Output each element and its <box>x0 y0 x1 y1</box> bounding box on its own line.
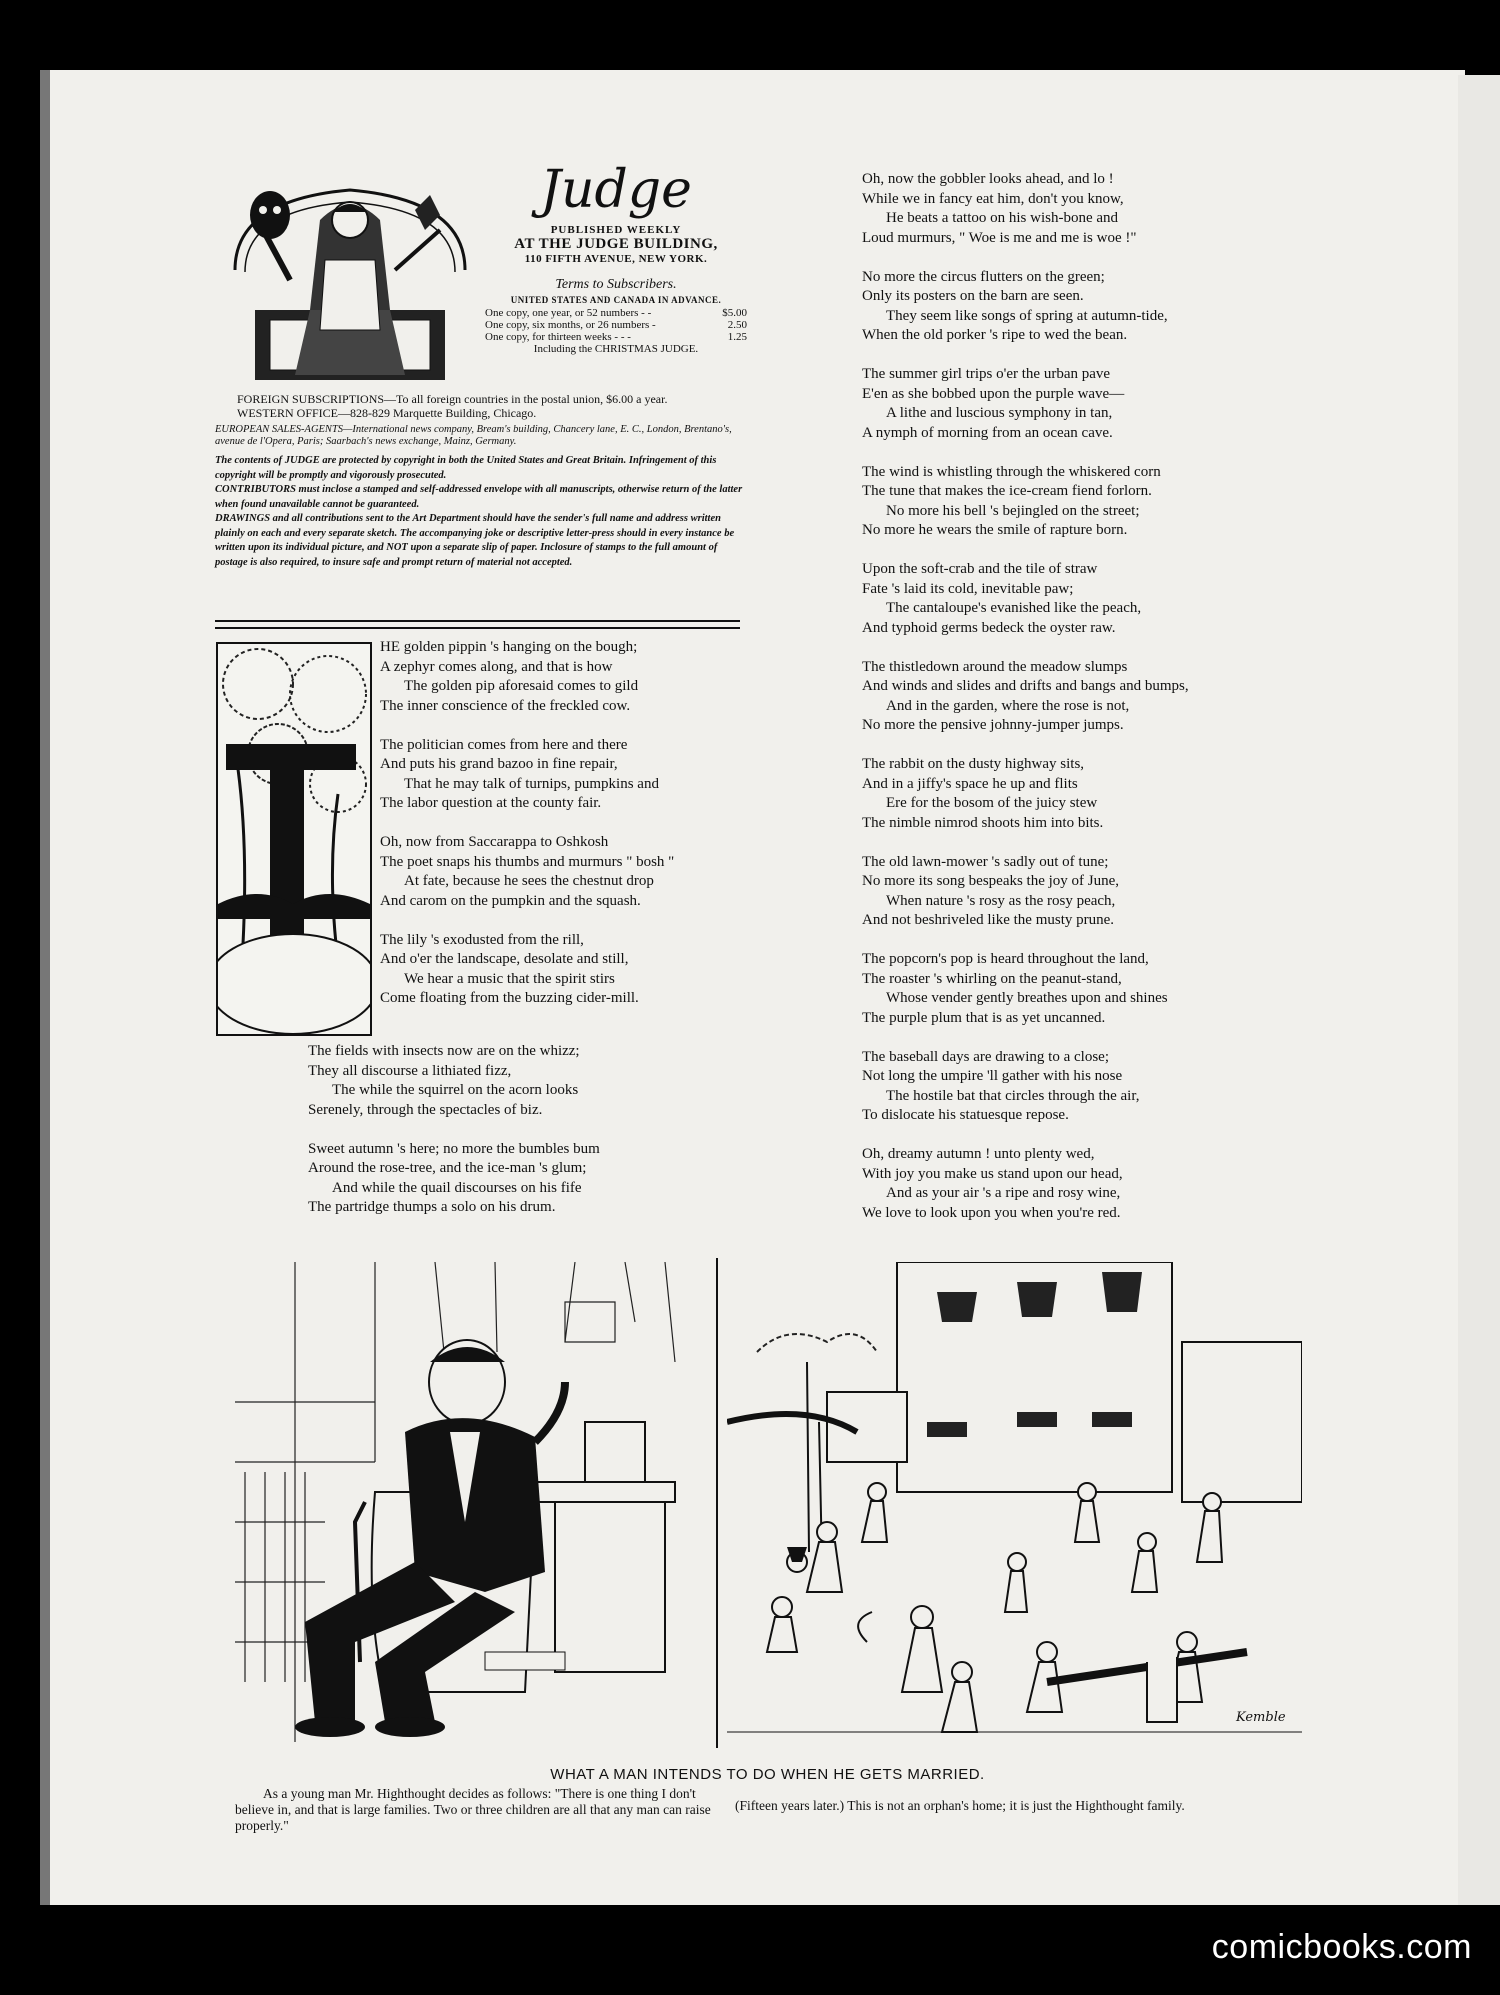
publisher-notices <box>215 392 745 570</box>
cartoon-title: WHAT A MAN INTENDS TO DO WHEN HE GETS MARRIED. <box>550 1766 985 1783</box>
building-line: AT THE JUDGE BUILDING, <box>514 236 718 252</box>
foreign-subscriptions: FOREIGN SUBSCRIPTIONS—To all foreign countries in the postal union, $6.00 a year. <box>237 392 668 406</box>
poem-stanza: The fields with insects now are on the whizz; They all discourse a lithiated fizz, The while the squirrel on the acorn looks Serenely, through the spectacles of biz. <box>308 1043 580 1118</box>
drawings-notice: DRAWINGS and all contributions sent to the Art Department should have the sender's full name and address written plainly on each and every separate sketch. The accompanying joke or descriptive letter-press should in every instance be written upon its individual picture, and NOT upon a separate slip of paper. Inclosure of stamps to the full amount of postage is also required, to insure safe and prompt return of material not accepted. <box>215 513 735 568</box>
poem-stanza: The baseball days are drawing to a close; Not long the umpire 'll gather with his nose The hostile bat that circles through the air, To dislocate his statuesque repose. <box>862 1048 1140 1123</box>
cartoon-caption-right: (Fifteen years later.) This is not an orphan's home; it is just the Highthought family. <box>735 1798 1185 1813</box>
cartoon-caption-left: As a young man Mr. Highthought decides as follows: "There is one thing I don't believe in, and that is large families. Two or three children are all that any man can raise properly." <box>235 1786 711 1833</box>
poem-stanza: Upon the soft-crab and the tile of straw Fate 's laid its cold, inevitable paw; The cantaloupe's evanished like the peach, And typhoid germs bedeck the oyster raw. <box>862 561 1142 636</box>
region-line: UNITED STATES AND CANADA IN ADVANCE. <box>510 295 722 305</box>
subscription-rates <box>485 307 747 355</box>
poem-stanza: No more the circus flutters on the green; Only its posters on the barn are seen. They seem like songs of spring at autumn-tide, When the old porker 's ripe to wed the bean. <box>862 268 1168 343</box>
terms-heading: Terms to Subscribers. <box>555 277 677 292</box>
next-page-edge <box>1458 75 1500 1905</box>
poem-column-left-top <box>380 638 760 1028</box>
watermark-text: comicbooks.com <box>1211 1928 1472 1966</box>
poem-stanza: The wind is whistling through the whiskered corn The tune that makes the ice-cream fiend forlorn. No more his bell 's bejingled on the street; No more he wears the smile of rapture born. <box>862 463 1161 538</box>
poem-stanza: The politician comes from here and there And puts his grand bazoo in fine repair, That he may talk of turnips, pumpkins and The labor question at the county fair. <box>380 736 659 811</box>
poem-stanza: The rabbit on the dusty highway sits, And in a jiffy's space he up and flits Ere for the bosom of the juicy stew The nimble nimrod shoots him into bits. <box>862 756 1104 831</box>
poem-stanza: Sweet autumn 's here; no more the bumbles bum Around the rose-tree, and the ice-man 's glum; And while the quail discourses on his fife The partridge thumps a solo on his drum. <box>308 1140 600 1215</box>
rate-row: One copy, one year, or 52 numbers - - $5.00 <box>485 307 747 319</box>
double-rule-divider <box>215 620 740 629</box>
poem-stanza: HE golden pippin 's hanging on the bough; A zephyr comes along, and that is how The golden pip aforesaid comes to gild The inner conscience of the freckled cow. <box>380 639 639 714</box>
address-line: 110 FIFTH AVENUE, NEW YORK. <box>524 253 708 265</box>
copyright-notice: The contents of JUDGE are protected by copyright in both the United States and Great Britain. Infringement of this copyright will be promptly and vigorously prosecuted. <box>215 455 717 481</box>
poem-column-right <box>862 170 1282 1243</box>
published-weekly: PUBLISHED WEEKLY <box>550 224 682 236</box>
decorative-initial-t <box>216 642 372 1036</box>
poem-stanza: The summer girl trips o'er the urban pave E'en as she bobbed upon the purple wave— A lithe and luscious symphony in tan, A nymph of morning from an ocean cave. <box>862 366 1125 441</box>
contributors-notice: CONTRIBUTORS must inclose a stamped and self-addressed envelope with all manuscripts, otherwise return of the latter when found unavailable cannot be guaranteed. <box>215 484 743 510</box>
tree-landscape-illustration <box>218 644 370 1034</box>
cartoon-divider <box>716 1258 718 1748</box>
masthead-text <box>485 160 747 355</box>
poem-stanza: The lily 's exodusted from the rill, And o'er the landscape, desolate and still, We hear a music that the spirit stirs Come floating from the buzzing cider-mill. <box>380 931 639 1006</box>
poem-stanza: Oh, dreamy autumn ! unto plenty wed, With joy you make us stand upon our head, And as your air 's a ripe and rosy wine, We love to look upon you when you're red. <box>862 1146 1123 1221</box>
poem-stanza: The popcorn's pop is heard throughout the land, The roaster 's whirling on the peanut-stand, Whose vender gently breathes upon and shines The purple plum that is as yet uncanned. <box>862 951 1168 1026</box>
judge-logo: Judge <box>540 160 692 220</box>
cartoon-family-yard-illustration <box>727 1262 1302 1742</box>
rate-row: One copy, six months, or 26 numbers - 2.50 <box>485 319 747 331</box>
rate-row: One copy, for thirteen weeks - - - 1.25 <box>485 331 747 343</box>
judge-seal-illustration <box>215 160 485 390</box>
poem-stanza: Oh, now the gobbler looks ahead, and lo ! While we in fancy eat him, don't you know, He beats a tattoo on his wish-bone and Loud murmurs, " Woe is me and me is woe !" <box>862 171 1137 246</box>
poem-stanza: The old lawn-mower 's sadly out of tune; No more its song bespeaks the joy of June, When nature 's rosy as the rosy peach, And not beshriveled like the musty prune. <box>862 853 1120 928</box>
european-agents: EUROPEAN SALES-AGENTS—International news company, Bream's building, Chancery lane, E. C., London, Brentano's, avenue de l'Opera, Paris; Saarbach's news exchange, Mainz, Germany. <box>215 424 732 447</box>
artist-signature: Kemble <box>1236 1710 1286 1725</box>
cartoon-young-man-illustration <box>235 1262 700 1742</box>
poem-stanza: The thistledown around the meadow slumps And winds and slides and drifts and bangs and bumps, And in the garden, where the rose is not, No more the pensive johnny-jumper jumps. <box>862 658 1189 733</box>
poem-column-left-bottom <box>308 1042 728 1237</box>
western-office: WESTERN OFFICE—828-829 Marquette Building, Chicago. <box>237 406 537 420</box>
including-line: Including the CHRISTMAS JUDGE. <box>533 343 699 355</box>
poem-stanza: Oh, now from Saccarappa to Oshkosh The poet snaps his thumbs and murmurs " bosh " At fate, because he sees the chestnut drop And carom on the pumpkin and the squash. <box>380 834 675 909</box>
